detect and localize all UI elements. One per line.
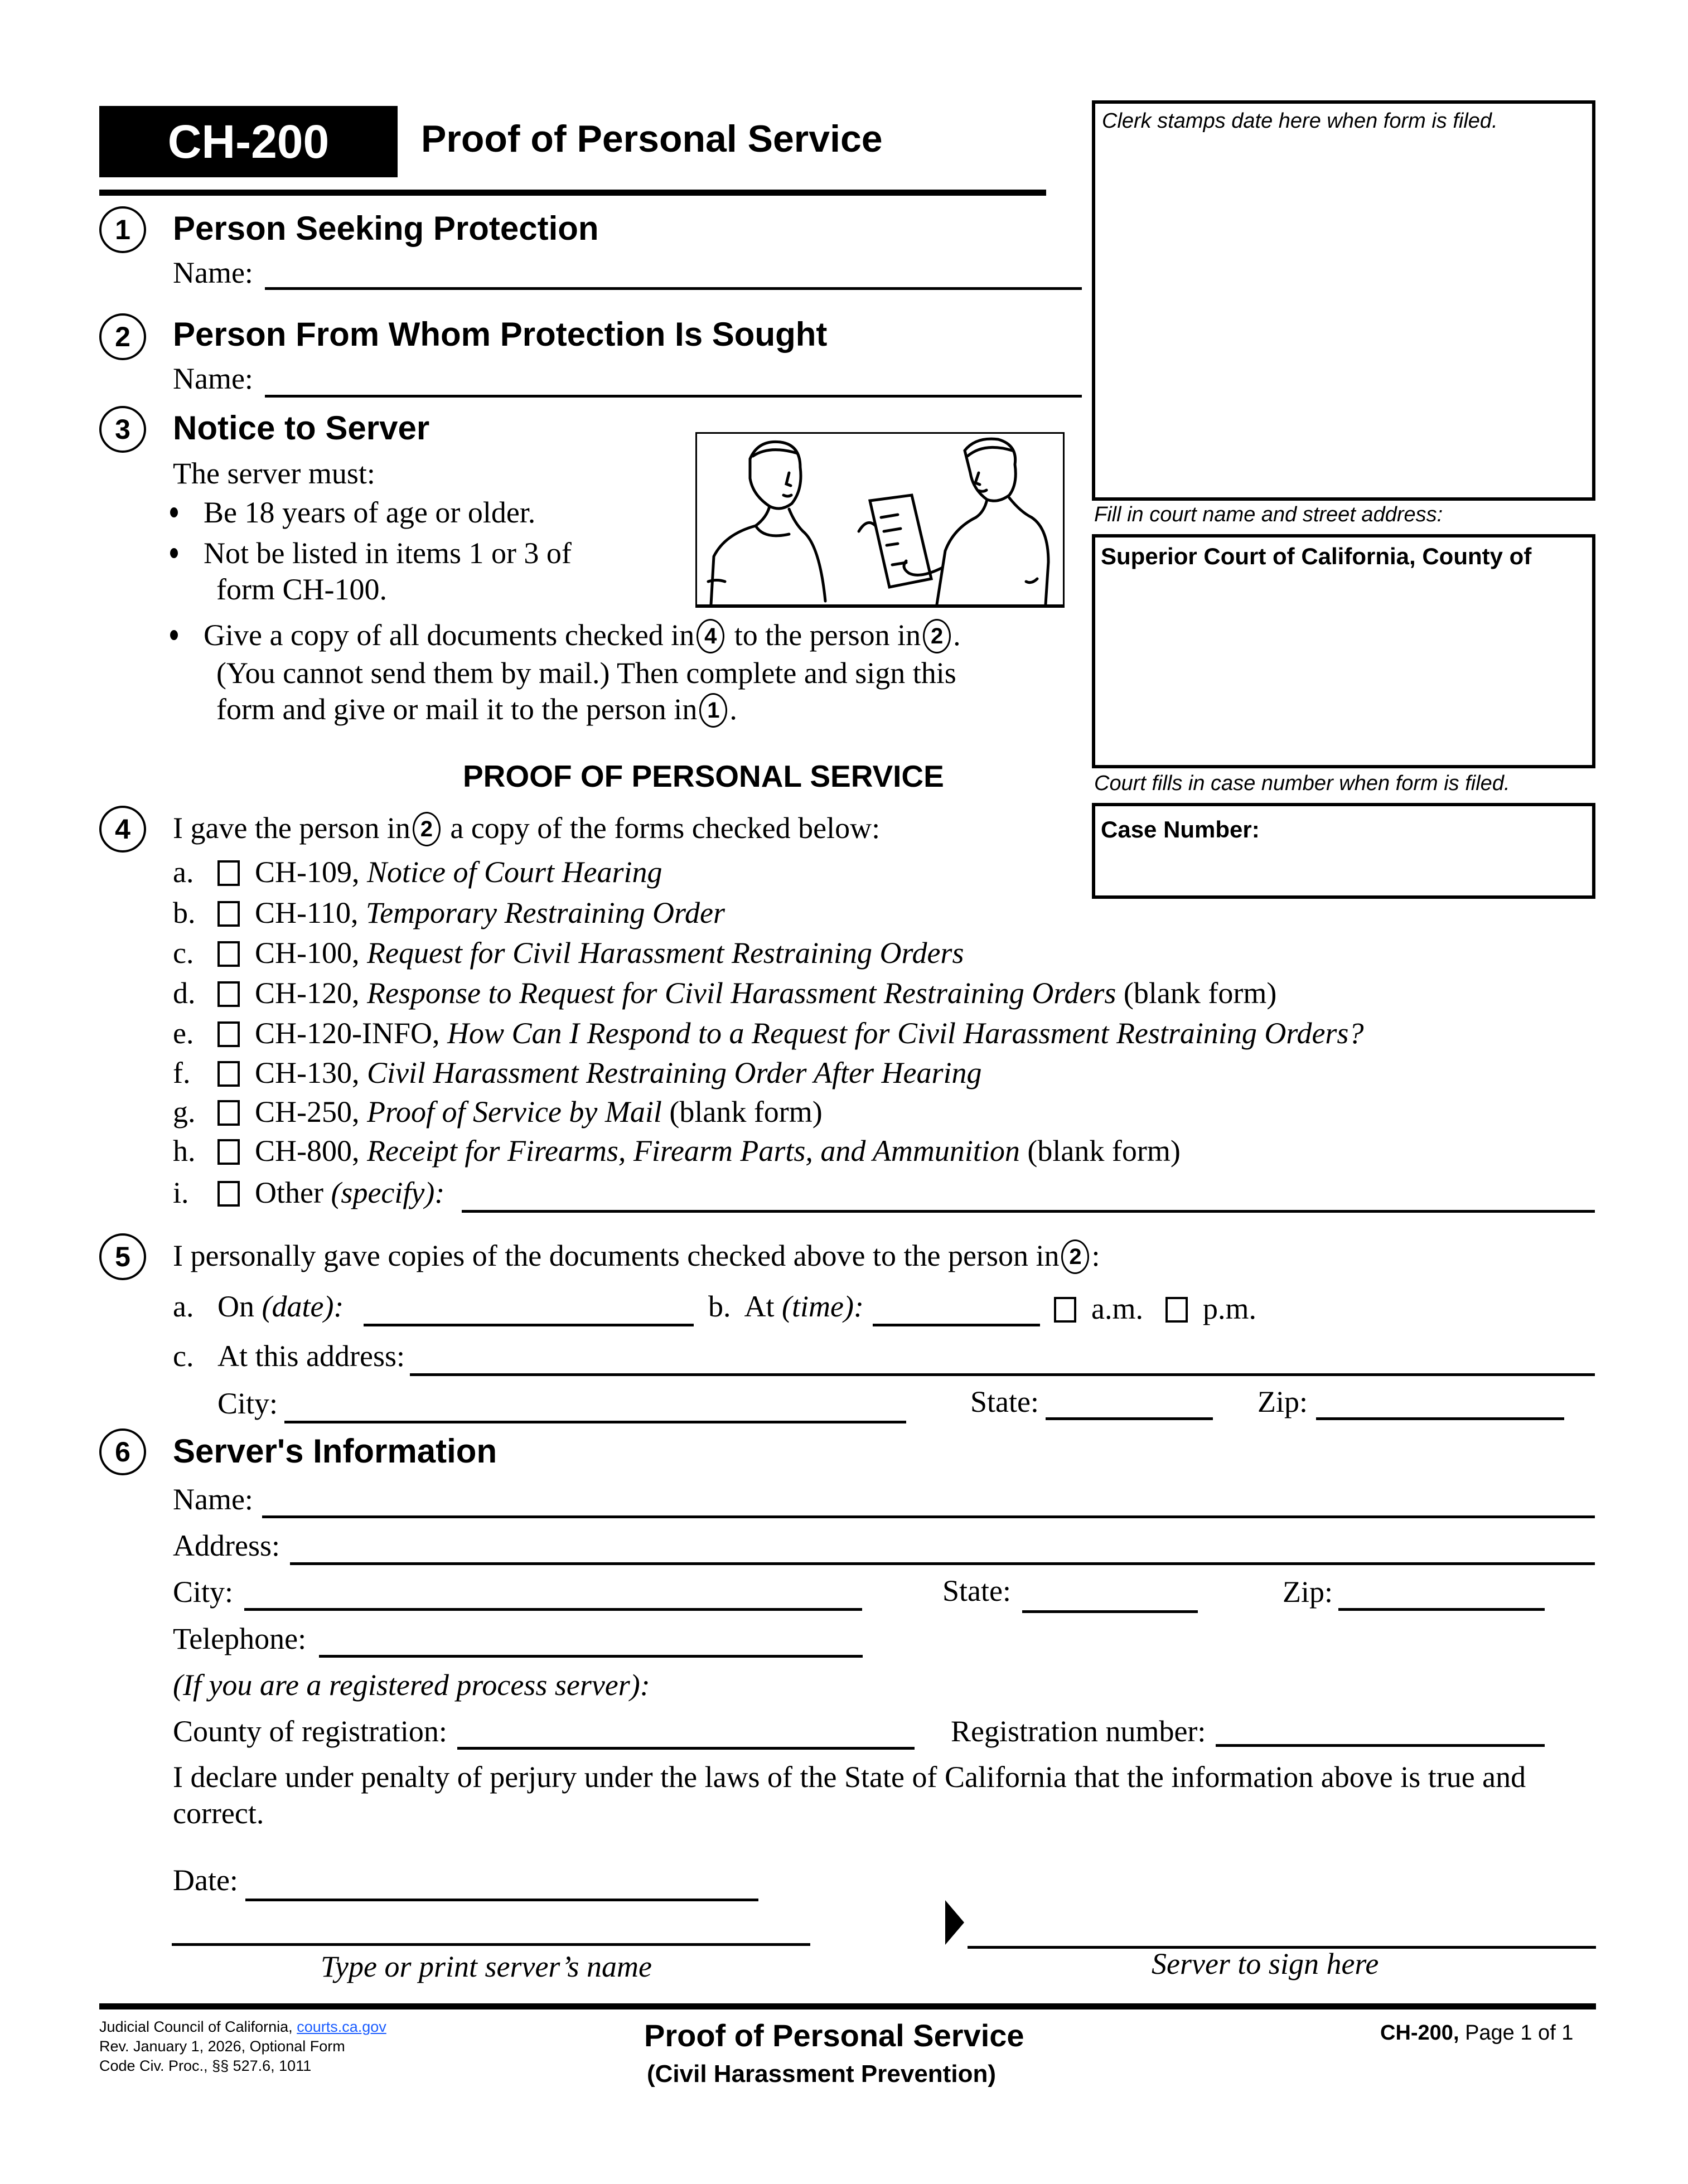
bullet-icon [170,507,178,517]
proof-heading: PROOF OF PERSONAL SERVICE [463,759,944,793]
footer-left [99,2017,386,2076]
server-must-intro: The server must: [173,457,375,490]
sign-here-arrow-icon [945,1900,964,1945]
service-time-row: b. At (time): [708,1290,864,1323]
ref-circle-2: 2 [923,619,951,653]
form-code-block [99,106,398,177]
section-6-title: Server's Information [173,1432,497,1470]
people-illustration-icon [697,434,1063,604]
server-city-label: City: [173,1575,234,1609]
checkbox-ch-800[interactable] [217,1139,240,1165]
server-name-field[interactable] [262,1515,1595,1518]
server-name-label: Name: [173,1483,253,1516]
server-state-field[interactable] [1022,1610,1198,1613]
registered-server-note: (If you are a registered process server): [173,1668,650,1702]
service-city-field[interactable] [284,1421,906,1423]
requirement-age: Be 18 years of age or older. [170,497,535,527]
checkbox-ch-109[interactable] [217,860,240,886]
server-telephone-field[interactable] [319,1655,863,1658]
footer-form-code: CH-200, [1380,2021,1459,2045]
page-title: Proof of Personal Service [421,118,883,160]
checkbox-ch-250[interactable] [217,1100,240,1126]
sign-caption: Server to sign here [1152,1947,1379,1980]
footer-title: Proof of Personal Service [644,2018,1024,2053]
form-item-b: b. CH-110, Temporary Restraining Order [173,896,725,929]
am-option: a.m. [1054,1294,1143,1325]
service-address-row: c. At this address: [173,1339,405,1373]
ref-circle-1: 1 [699,693,727,728]
section-1-name-label: Name: [173,256,253,289]
checkbox-ch-130[interactable] [217,1061,240,1087]
checkbox-ch-110[interactable] [217,901,240,927]
service-state-field[interactable] [1046,1417,1213,1420]
form-item-c: c. CH-100, Request for Civil Harassment Restraining Orders [173,936,964,970]
section-number-4: 4 [99,806,146,853]
court-instruction: Fill in court name and street address: [1094,503,1443,526]
clerk-stamp-box [1092,100,1595,501]
requirement-not-listed: Not be listed in items 1 or 3 of [170,538,572,568]
section-number-6: 6 [99,1428,146,1475]
header-rule [99,190,1046,196]
case-instruction: Court fills in case number when form is filed. [1094,772,1510,795]
server-address-field[interactable] [290,1562,1595,1565]
section-2-title: Person From Whom Protection Is Sought [173,316,828,353]
declaration-date-field[interactable] [245,1899,758,1901]
server-print-name-field[interactable] [172,1943,810,1946]
ref-circle-4: 4 [697,619,724,653]
section-number-2: 2 [99,313,146,360]
server-zip-label: Zip: [1283,1575,1333,1609]
case-number-label: Case Number: [1101,816,1260,842]
print-name-caption: Type or print server’s name [321,1950,652,1983]
registration-number-label: Registration number: [951,1715,1206,1748]
server-city-field[interactable] [244,1608,862,1611]
section-3-title: Notice to Server [173,409,430,447]
server-telephone-label: Telephone: [173,1622,307,1655]
county-registration-field[interactable] [457,1747,915,1750]
declaration-line-2: correct. [173,1796,264,1830]
server-address-label: Address: [173,1529,280,1562]
section-2-name-label: Name: [173,362,253,395]
case-number-box[interactable] [1092,803,1595,899]
checkbox-other[interactable] [217,1181,240,1207]
footer-rule [99,2003,1596,2009]
bullet-icon [170,548,178,558]
section-number-3: 3 [99,406,146,453]
checkbox-ch-120-info[interactable] [217,1021,240,1047]
other-specify-field[interactable] [462,1210,1595,1213]
requirement-give-copy-line3: form and give or mail it to the person in 1 . [216,694,737,730]
form-item-e: e. CH-120-INFO, How Can I Respond to a Request for Civil Harassment Restraining Orders? [173,1016,1364,1050]
form-code: CH-200 [167,115,330,168]
form-item-d: d. CH-120, Response to Request for Civil Harassment Restraining Orders (blank form) [173,976,1277,1010]
requirement-not-listed-line2: form CH-100. [216,573,387,606]
pm-option: p.m. [1165,1294,1256,1325]
county-registration-label: County of registration: [173,1715,447,1748]
section-1-title: Person Seeking Protection [173,210,599,247]
checkbox-ch-120[interactable] [217,981,240,1007]
declaration-date-label: Date: [173,1863,238,1897]
section-4-intro: I gave the person in 2 a copy of the forms checked below: [173,813,880,849]
ref-circle-2: 2 [1061,1239,1089,1274]
bullet-icon [170,630,178,640]
server-state-label: State: [942,1574,1011,1607]
footer-revision: Rev. January 1, 2026, Optional Form [99,2038,345,2055]
checkbox-am[interactable] [1054,1297,1076,1323]
server-handing-documents-illustration [695,432,1065,608]
requirement-give-copy: Give a copy of all documents checked in 4 to the person in 2 . [170,620,961,656]
checkbox-ch-100[interactable] [217,941,240,967]
section-5-intro: I personally gave copies of the documents checked above to the person in 2 : [173,1241,1100,1276]
court-name-box[interactable] [1092,534,1595,768]
footer-code: Code Civ. Proc., §§ 527.6, 1011 [99,2057,312,2075]
footer-page-number: Page 1 of 1 [1465,2021,1574,2045]
service-time-field[interactable] [873,1324,1040,1326]
court-name-label: Superior Court of California, County of [1101,543,1532,569]
service-address-field[interactable] [410,1373,1595,1376]
section-number-1: 1 [99,206,146,253]
registration-number-field[interactable] [1216,1744,1545,1747]
footer-page-info [1380,2021,1573,2045]
service-state-label: State: [970,1385,1039,1418]
service-city-label: City: [217,1387,278,1420]
form-item-other: i. Other (specify): [173,1176,445,1209]
declaration-line-1: I declare under penalty of perjury under the laws of the State of California that the information above is true and [173,1760,1526,1794]
clerk-stamp-label: Clerk stamps date here when form is filed. [1102,109,1498,133]
footer-subtitle: (Civil Harassment Prevention) [647,2060,996,2088]
form-item-a: a. CH-109, Notice of Court Hearing [173,855,662,889]
form-item-f: f. CH-130, Civil Harassment Restraining Order After Hearing [173,1056,982,1089]
service-date-row: a. On (date): [173,1290,344,1323]
service-zip-label: Zip: [1257,1385,1308,1418]
section-number-5: 5 [99,1233,146,1280]
section-2-name-field[interactable] [265,395,1082,398]
server-zip-field[interactable] [1338,1608,1545,1611]
section-1-name-field[interactable] [265,287,1082,290]
service-zip-field[interactable] [1316,1417,1564,1420]
form-item-g: g. CH-250, Proof of Service by Mail (blank form) [173,1095,823,1129]
checkbox-pm[interactable] [1165,1297,1188,1323]
footer-org-line: Judicial Council of California, courts.ca.gov [99,2018,386,2035]
form-item-h: h. CH-800, Receipt for Firearms, Firearm Parts, and Ammunition (blank form) [173,1134,1181,1168]
requirement-give-copy-line2: (You cannot send them by mail.) Then complete and sign this [216,656,956,690]
service-date-field[interactable] [364,1324,694,1326]
ref-circle-2: 2 [413,812,441,846]
courts-link[interactable]: courts.ca.gov [297,2018,386,2035]
